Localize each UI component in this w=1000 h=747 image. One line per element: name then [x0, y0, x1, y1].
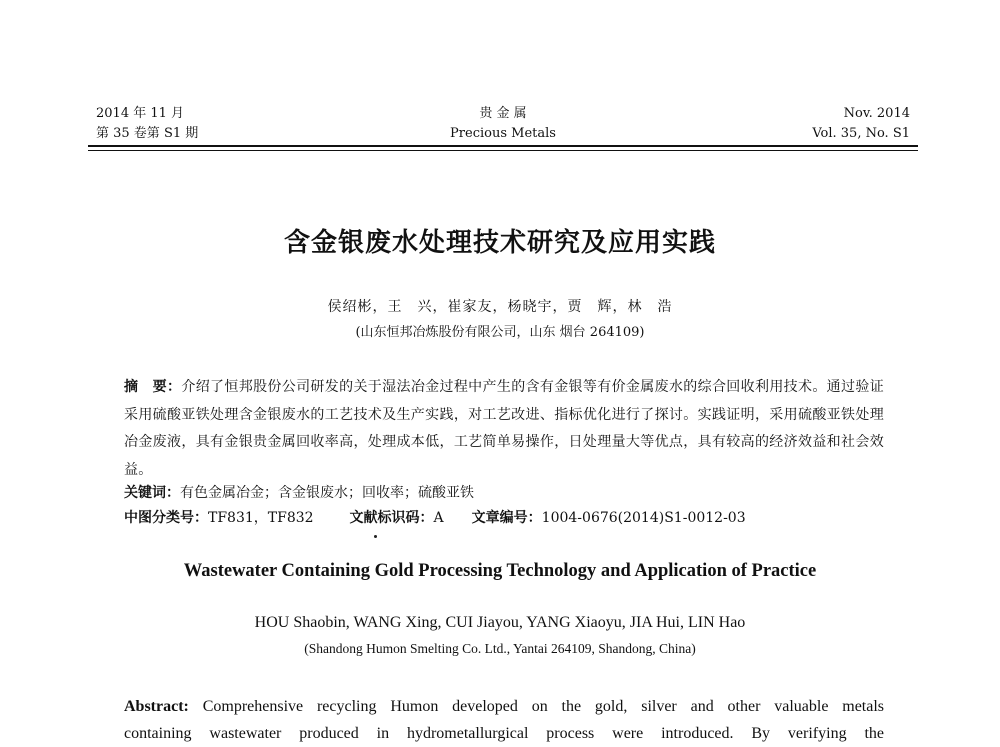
abstract-en — [124, 693, 884, 747]
authors-en: HOU Shaobin, WANG Xing, CUI Jiayou, YANG Xiaoyu, JIA Hui, LIN Hao — [254, 614, 746, 631]
clc-value: TF831，TF832 — [208, 510, 314, 526]
paper-title-en: Wastewater Containing Gold Processing Technology and Application of Practice — [183, 561, 817, 581]
header-date-cn: 2014 年 11 月 — [96, 106, 185, 121]
keywords-cn — [124, 482, 884, 504]
abstract-en-line1 — [124, 693, 884, 720]
abstract-cn-text: 介绍了恒邦股份公司研发的关于湿法冶金过程中产生的含有金银等有价金属废水的综合回收利用技术。通过验证采用硫酸亚铁处理含金银废水的工艺技术及生产实践，对工艺改进、指标优化进行了探讨。实践证明，采用硫酸亚铁处理冶金废液，具有金银贵金属回收率高，处理成本低，工艺简单易操作，日处理量大等优点，具有较高的经济效益和社会效益。 — [124, 379, 885, 478]
keywords-cn-text: 有色金属冶金；含金银废水；回收率；硫酸亚铁 — [180, 485, 474, 501]
doc-code-value: A — [433, 510, 444, 526]
header-date-en: Nov. 2014 — [843, 106, 910, 121]
header-rule-thick — [88, 145, 918, 147]
keywords-cn-label: 关键词： — [124, 485, 180, 501]
header-volume-en: Vol. 35, No. S1 — [812, 126, 910, 141]
affiliation-en: (Shandong Humon Smelting Co. Ltd., Yantai 264109, Shandong, China) — [304, 641, 696, 656]
journal-header — [96, 104, 910, 144]
header-rule-thin — [88, 150, 918, 151]
print-speck — [374, 535, 377, 538]
article-number-value: 1004-0676(2014)S1-0012-03 — [541, 510, 746, 526]
abstract-cn-label: 摘 要： — [124, 379, 182, 395]
clc-label: 中图分类号： — [124, 510, 208, 526]
affiliation-cn: (山东恒邦冶炼股份有限公司，山东 烟台 264109) — [355, 325, 645, 340]
header-journal-name — [96, 104, 910, 144]
paper-title-cn: 含金银废水处理技术研究及应用实践 — [283, 228, 716, 258]
abstract-en-line2: containing wastewater produced in hydrometallurgical process were introduced. By verifying the — [124, 725, 884, 742]
doc-code-label: 文献标识码： — [349, 510, 434, 526]
authors-cn: 侯绍彬，王 兴，崔家友，杨晓宇，贾 辉，林 浩 — [327, 299, 673, 315]
abstract-en-label: Abstract: — [124, 698, 189, 715]
abstract-en-line1-text: Comprehensive recycling Humon developed on the gold, silver and other valuable metals — [202, 698, 885, 715]
header-issue-en — [812, 104, 910, 144]
journal-name-cn: 贵 金 属 — [479, 106, 527, 121]
classification-line — [124, 507, 884, 529]
abstract-cn — [124, 374, 884, 484]
header-volume-cn: 第 35 卷第 S1 期 — [96, 126, 199, 141]
journal-name-en: Precious Metals — [450, 126, 556, 141]
article-number-label: 文章编号： — [471, 510, 542, 526]
